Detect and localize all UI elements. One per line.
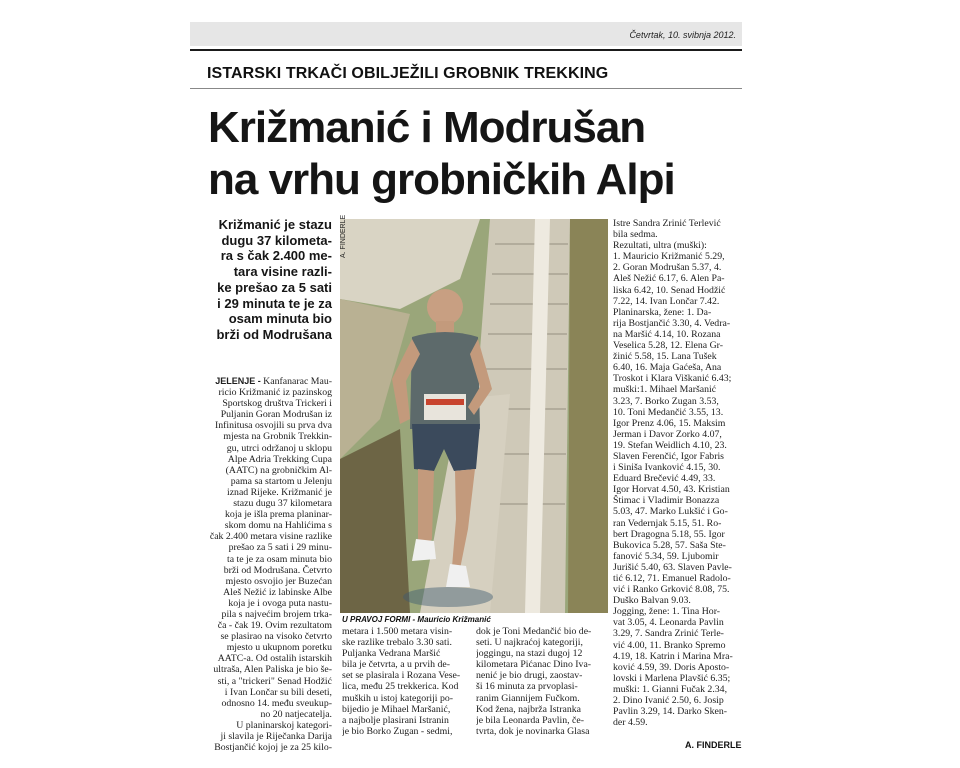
text-line: Pavlin 3.29, 14. Darko Sken-	[613, 706, 728, 718]
header-rule	[190, 49, 742, 51]
text-line: 1. Mauricio Križmanić 5.29,	[613, 251, 725, 263]
photo-caption: U PRAVOJ FORMI - Mauricio Križmanić	[342, 615, 491, 624]
text-line: žinić 5.58, 15. Lana Tušek	[613, 351, 717, 363]
text-column-1	[204, 376, 332, 753]
text-line: brži od Modrušana. Četvrto	[223, 564, 332, 576]
text-line: 3.29, 7. Sandra Zrinić Terle-	[613, 628, 724, 640]
text-line: vić 4.00, 11. Branko Spremo	[613, 639, 726, 651]
text-line: Puljanka Vedrana Maršić	[342, 648, 441, 660]
text-line: no 20 natjecatelja.	[260, 708, 332, 720]
text-line: pama sa startom u Jelenju	[230, 475, 332, 487]
text-line: bila je četvrta, a u prvih de-	[342, 659, 450, 671]
page-header-bar	[190, 22, 742, 46]
text-line: 10. Toni Medančić 3.55, 13.	[613, 406, 724, 418]
headline-line: Križmanić i Modrušan	[208, 103, 646, 152]
runner-photo	[340, 219, 608, 613]
text-line: 6.40, 16. Maja Gaćeša, Ana	[613, 362, 722, 374]
text-column-4	[613, 218, 741, 728]
deck-line: tara visine razli-	[233, 264, 332, 280]
text-line: Rezultati, ultra (muški):	[613, 240, 707, 252]
deck-line: i 29 minuta te je za	[217, 295, 332, 311]
text-line: muški: 1. Gianni Fučak 2.34,	[613, 683, 728, 695]
text-line: fanović 5.34, 59. Ljubomir	[613, 550, 719, 562]
article-kicker: ISTARSKI TRKAČI OBILJEŽILI GROBNIK TREKKING	[207, 65, 609, 82]
text-line: koja je i ovoga puta nastu-	[228, 597, 332, 609]
text-line: odnosno 14. među sveukup-	[221, 697, 332, 709]
text-line: Igor Prenz 4.06, 15. Maksim	[613, 417, 726, 429]
text-line: tić 6.12, 71. Emanuel Radolo-	[613, 573, 731, 584]
text-line: Istre Sandra Zrinić Terlević	[613, 218, 721, 229]
text-line: prešao za 5 sati i 29 minu-	[228, 542, 332, 554]
text-line: Planinarska, žene: 1. Da-	[613, 306, 712, 318]
text-line: Štimac i Vladimir Bonazza	[613, 495, 720, 507]
text-line: tvrta, dok je novinarka Glasa	[476, 725, 590, 737]
text-line: gu, utrci održanoj u sklopu	[226, 442, 332, 454]
article-headline	[208, 102, 728, 206]
text-line: seti. U najkraćoj kategoriji,	[476, 637, 583, 649]
text-line: mjesta na Grobnik Trekkin-	[223, 431, 332, 443]
text-line: Aleš Nežić 6.17, 6. Alen Pa-	[613, 273, 725, 285]
text-line: muških u istoj kategoriji po-	[342, 692, 454, 704]
text-line: ultraša, Alen Paliska je bio še-	[213, 664, 332, 676]
text-line: skom domu na Hahlićima s	[224, 520, 332, 532]
text-line: set se plasirala i Rozana Vese-	[342, 670, 461, 682]
article-deck	[204, 217, 332, 343]
text-column-3	[476, 626, 604, 737]
text-fragment: Kanfanarac Mau-	[260, 376, 332, 387]
text-line: 4.19, 18. Katrin i Marina Mra-	[613, 650, 733, 662]
text-line: mjesto osvojio jer Buzećan	[225, 575, 332, 587]
headline-line: na vrhu grobničkih Alpi	[208, 155, 675, 204]
photo-credit: A. FINDERLE	[340, 214, 347, 258]
text-line: Alpe Adria Trekking Cupa	[227, 453, 332, 465]
text-line: nenić je bio drugi, zaostav-	[476, 670, 583, 682]
text-line: je bila Leonarda Pavlin, če-	[476, 714, 584, 726]
text-line: ran Vedernjak 5.15, 51. Ro-	[613, 517, 722, 529]
text-line: ta te je za osam minuta bio	[226, 553, 332, 565]
text-line: stazu dugu 37 kilometara	[233, 498, 332, 510]
text-line: ši 16 minuta za prvoplasi-	[476, 681, 578, 693]
text-line: Eduard Brečević 4.49, 33.	[613, 473, 716, 485]
deck-line: brži od Modrušana	[216, 326, 332, 342]
text-line: ricio Križmanić iz pazinskog	[218, 387, 332, 399]
deck-line: dugu 37 kilometa-	[221, 232, 332, 248]
text-line: der 4.59.	[613, 717, 648, 729]
deck-line: Križmanić je stazu	[218, 217, 332, 232]
newspaper-page	[190, 22, 742, 752]
text-line: joggingu, na stazi dugoj 12	[476, 648, 583, 660]
text-line: Kod žena, najbrža Istranka	[476, 703, 581, 715]
text-line: ković 4.59, 39. Doris Aposto-	[613, 661, 730, 673]
text-line: Aleš Nežić iz labinske Albe	[223, 586, 332, 598]
text-line: i Siniša Ivanković 4.15, 30.	[613, 462, 721, 474]
author-byline: A. FINDERLE	[685, 740, 742, 750]
text-line: Sportskog društva Trickeri i	[222, 398, 332, 410]
text-line: vić i Ranko Grković 8.08, 75.	[613, 584, 730, 596]
text-line: mjesto u ukupnom poretku	[226, 642, 332, 654]
text-line: AATC-a. Od ostalih istarskih	[217, 653, 332, 665]
text-line: čak 2.400 metara visine razlike	[209, 531, 332, 543]
text-line: liska 6.42, 10. Senad Hodžić	[613, 284, 726, 296]
text-line: 3.23, 7. Borko Zugan 3.53,	[613, 395, 719, 407]
text-line: Bukovica 5.28, 57. Saša Ste-	[613, 539, 726, 551]
text-line: ranim Giannijem Fučkom.	[476, 692, 580, 704]
text-line: Bostjančić kojoj je za 25 kilo-	[214, 742, 332, 754]
text-line: (AATC) na grobničkim Al-	[225, 464, 332, 476]
text-line: bert Dragogna 5.18, 55. Igor	[613, 528, 725, 540]
text-line: 5.03, 47. Marko Lukšić i Go-	[613, 506, 728, 518]
runner-photo-illustration	[340, 219, 608, 613]
text-line: Troskot i Klara Viškanić 6.43;	[613, 373, 732, 385]
text-column-2	[342, 626, 468, 737]
text-line: Igor Horvat 4.50, 43. Kristian	[613, 484, 730, 496]
text-line: pila s najvećim brojem trka-	[221, 608, 332, 620]
text-line: Veselica 5.28, 12. Elena Gr-	[613, 340, 723, 352]
text-line: se plasirao na visoko četvrto	[220, 631, 332, 643]
text-line: kilometara Pićanac Dino Iva-	[476, 659, 592, 671]
text-line: 2. Goran Modrušan 5.37, 4.	[613, 262, 722, 274]
text-line: U planinarskoj kategori-	[236, 719, 332, 731]
text-line: a najbolje plasirani Istranin	[342, 714, 449, 726]
text-line: ske razlike trebalo 3.30 sati.	[342, 637, 452, 649]
deck-line: osam minuta bio	[228, 311, 332, 327]
text-line	[204, 376, 332, 387]
dateline: JELENJE -	[215, 376, 261, 386]
text-line: vat 3.05, 4. Leonarda Pavlin	[613, 617, 724, 629]
deck-line: ke prešao za 5 sati	[217, 279, 332, 295]
text-line: lica, među 25 trekkerica. Kod	[342, 681, 459, 693]
text-line: lovski i Marlena Plavšić 6.35;	[613, 672, 731, 684]
text-line: 2. Dino Ivanić 2.50, 6. Josip	[613, 695, 724, 707]
text-line: ji slavila je Riječanka Darija	[220, 731, 332, 742]
text-line: bila sedma.	[613, 229, 658, 241]
text-line: sti, a "trickeri" Senad Hodžić	[217, 675, 332, 687]
text-line: metara i 1.500 metara visin-	[342, 626, 453, 637]
kicker-rule	[190, 88, 742, 89]
text-line: muški:1. Mihael Maršanić	[613, 384, 717, 396]
text-line: ča - čak 19. Ovim rezultatom	[217, 620, 332, 632]
text-line: Puljanin Goran Modrušan iz	[220, 409, 332, 421]
text-line: Jurišić 5.40, 63. Slaven Pavle-	[613, 561, 732, 573]
text-line: Jerman i Davor Zorko 4.07,	[613, 428, 722, 440]
text-line: bijedio je Mihael Maršanić,	[342, 703, 451, 715]
deck-line: ra s čak 2.400 me-	[220, 248, 332, 264]
text-line: rija Bostjančić 3.30, 4. Vedra-	[613, 317, 731, 329]
text-line: Duško Balvan 9.03.	[613, 595, 691, 607]
text-line: i Ivan Lončar su bili deseti,	[224, 686, 332, 698]
text-line: koja je išla prema planinar-	[225, 509, 332, 521]
text-line: Jogging, žene: 1. Tina Hor-	[613, 606, 721, 618]
issue-date: Četvrtak, 10. svibnja 2012.	[629, 30, 736, 40]
text-line: dok je Toni Medančić bio de-	[476, 626, 592, 637]
text-line: na Maršić 4.14, 10. Rozana	[613, 328, 721, 340]
text-line: 7.22, 14. Ivan Lončar 7.42.	[613, 295, 720, 307]
text-line: iznad Rijeke. Križmanić je	[226, 486, 332, 498]
text-line: Slaven Ferenčić, Igor Fabris	[613, 450, 724, 462]
text-line: je bio Borko Zugan - sedmi,	[342, 725, 453, 737]
text-line: 19. Stefan Weidlich 4.10, 23.	[613, 439, 727, 451]
text-line: Infinitusa osvojili su prva dva	[214, 420, 332, 432]
